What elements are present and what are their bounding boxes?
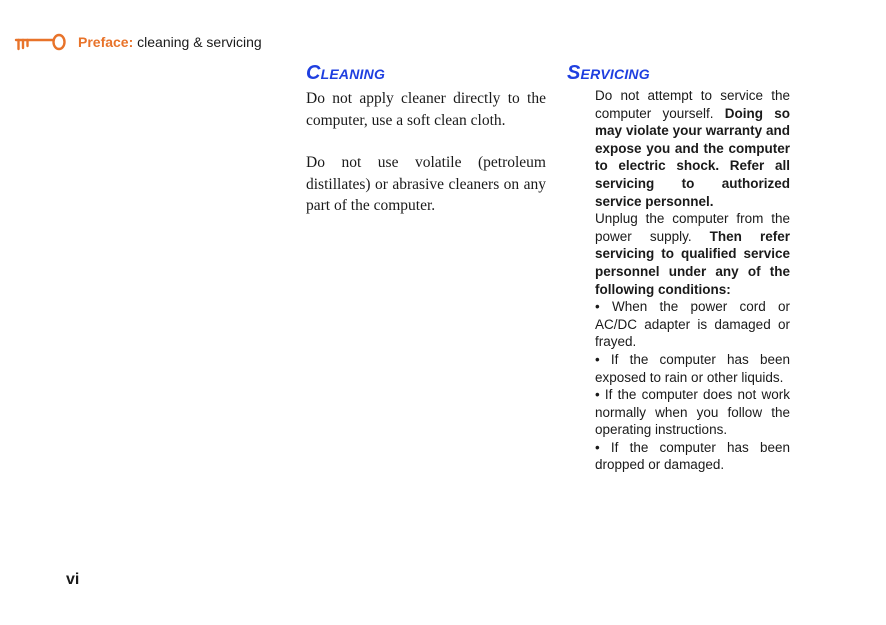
header-label: Preface: <box>78 34 134 50</box>
servicing-section <box>595 87 790 474</box>
servicing-warning-intro: Do not attempt to service the computer yourself. <box>595 88 790 121</box>
condition-item: • If the computer has been exposed to rain or other liquids. <box>595 351 790 385</box>
cleaning-heading: Cleaning <box>306 62 386 84</box>
condition-item: • If the computer does not work normally when you follow the operating instructions. <box>595 387 790 438</box>
page-header <box>14 30 262 54</box>
servicing-unplug <box>595 210 790 298</box>
cleaning-paragraph-2: Do not use volatile (petroleum distillates) or abrasive cleaners on any part of the computer. <box>306 154 546 214</box>
condition-item: • If the computer has been dropped or damaged. <box>595 439 790 473</box>
servicing-heading: Servicing <box>567 62 650 84</box>
cleaning-paragraph-1: Do not apply cleaner directly to the computer, use a soft clean cloth. <box>306 90 546 129</box>
servicing-warning <box>595 87 790 210</box>
page-number: vi <box>66 571 80 588</box>
key-icon <box>14 30 68 54</box>
servicing-unplug-intro: Unplug the computer from the power supply. <box>595 211 790 244</box>
cleaning-section <box>306 88 546 217</box>
header-text <box>78 30 262 54</box>
header-topic: cleaning & servicing <box>137 34 262 50</box>
condition-item: • When the power cord or AC/DC adapter is damaged or frayed. <box>595 299 790 350</box>
servicing-unplug-bold: Then refer servicing to qualified service personnel under any of the following conditions: <box>595 228 790 297</box>
servicing-warning-bold: Doing so may violate your warranty and expose you and the computer to electric shock. Refer all servicing to authorized service personnel. <box>595 105 790 209</box>
